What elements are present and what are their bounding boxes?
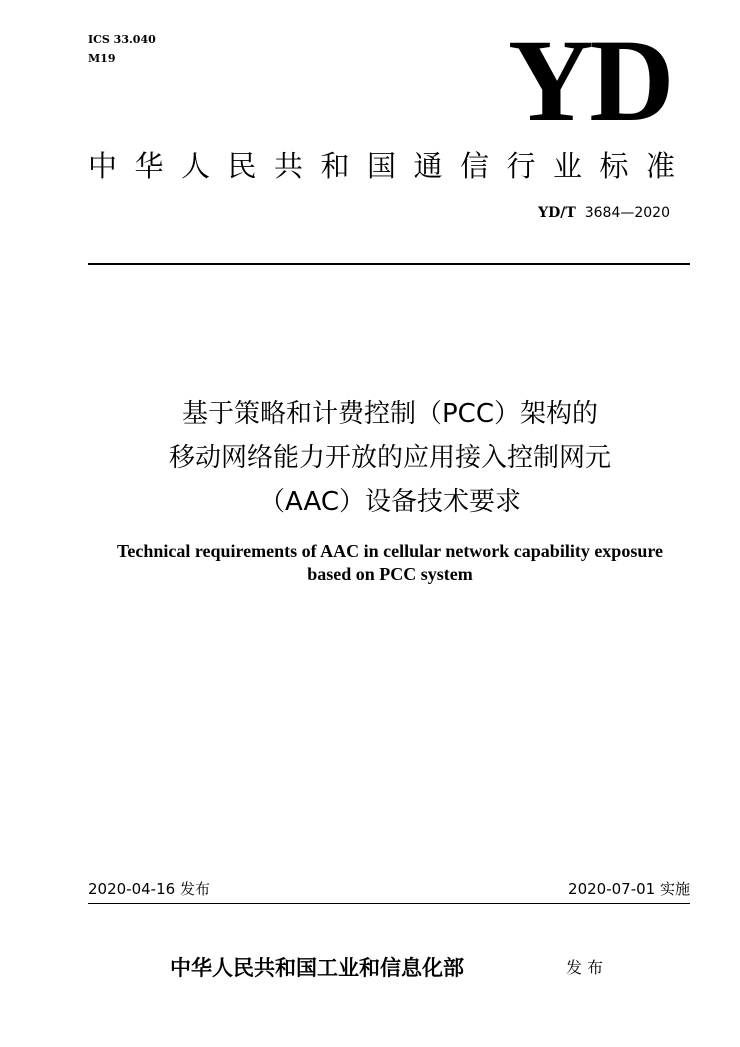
ics-code: ICS 33.040 — [88, 33, 156, 46]
bottom-divider — [88, 903, 690, 904]
issue-word: 发布 — [566, 958, 609, 977]
title-cn-line-1: 基于策略和计费控制（PCC）架构的 — [182, 399, 598, 429]
issue-date: 2020-04-16 发布 — [88, 880, 210, 898]
standard-type: 中华人民共和国通信行业标准 — [88, 149, 693, 183]
title-cn-line-2: 移动网络能力开放的应用接入控制网元 — [168, 443, 611, 473]
ccs-code: M19 — [88, 52, 116, 65]
standard-number-value: 3684—2020 — [584, 205, 670, 221]
standard-prefix: YD/T — [538, 205, 576, 221]
yd-logo: YD — [508, 15, 671, 146]
title-en-line-2: based on PCC system — [307, 564, 473, 584]
standard-number — [538, 205, 670, 221]
title-chinese — [70, 392, 710, 524]
title-cn-line-3: （AAC）设备技术要求 — [259, 487, 521, 517]
title-english — [70, 540, 710, 586]
title-en-line-1: Technical requirements of AAC in cellular network capability exposure — [116, 541, 663, 561]
top-divider — [88, 263, 690, 265]
implementation-date: 2020-07-01 实施 — [568, 880, 690, 898]
issuer: 中华人民共和国工业和信息化部 — [170, 955, 464, 980]
